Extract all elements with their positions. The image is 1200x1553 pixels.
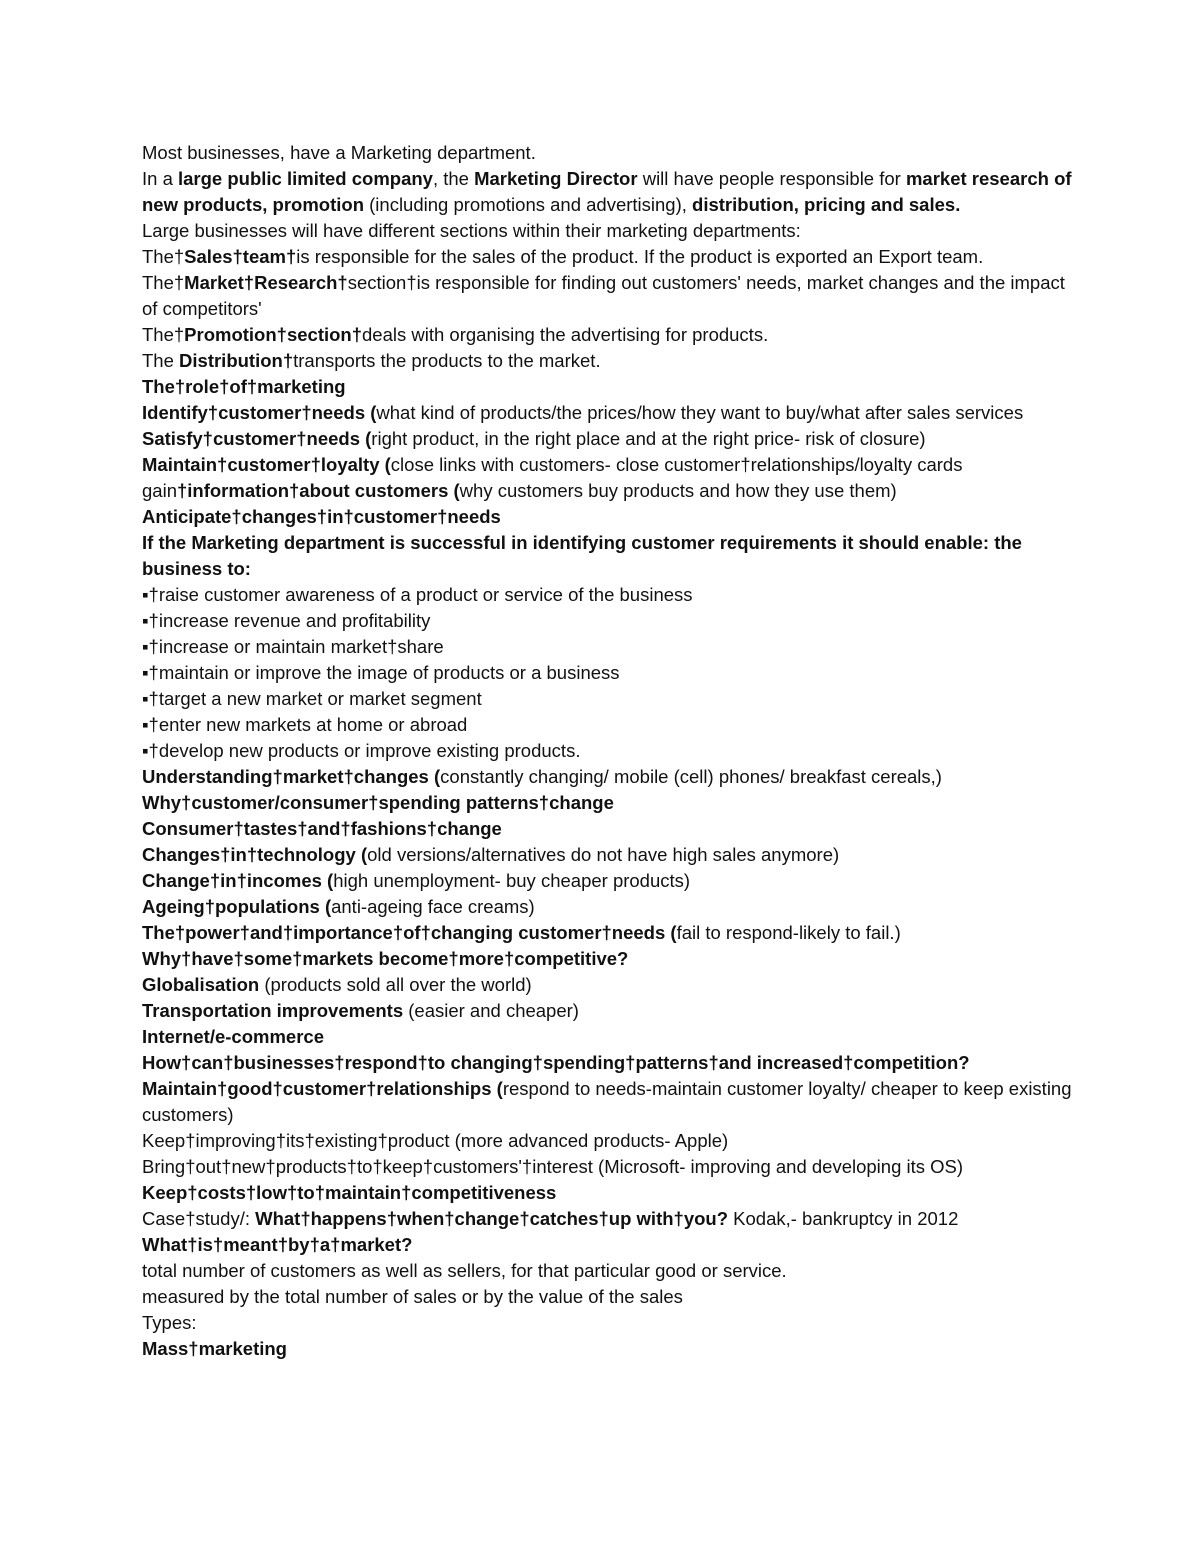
sections-intro-line: Large businesses will have different sections within their marketing departments: xyxy=(142,220,801,241)
technology-changes-line: Changes†in†technology (old versions/alternatives do not have high sales anymore) xyxy=(142,844,840,865)
ageing-populations-line: Ageing†populations (anti-ageing face creams) xyxy=(142,896,535,917)
anticipate-changes-heading: Anticipate†changes†in†customer†needs xyxy=(142,506,501,527)
promotion-section-line: The†Promotion†section†deals with organising the advertising for products. xyxy=(142,324,769,345)
document-body xyxy=(142,140,1072,1362)
role-of-marketing-heading: The†role†of†marketing xyxy=(142,376,346,397)
globalisation-line: Globalisation (products sold all over the world) xyxy=(142,974,532,995)
list-item: ▪†target a new market or market segment xyxy=(142,688,482,709)
satisfy-needs-line: Satisfy†customer†needs (right product, in the right place and at the right price- risk of closure) xyxy=(142,428,926,449)
keep-improving-line: Keep†improving†its†existing†product (more advanced products- Apple) xyxy=(142,1130,729,1151)
case-study-line: Case†study/: What†happens†when†change†catches†up with†you? Kodak,- bankruptcy in 2012 xyxy=(142,1208,959,1229)
what-is-market-heading: What†is†meant†by†a†market? xyxy=(142,1234,413,1255)
list-item: ▪†increase revenue and profitability xyxy=(142,610,431,631)
internet-ecommerce-heading: Internet/e-commerce xyxy=(142,1026,324,1047)
how-respond-heading: How†can†businesses†respond†to changing†spending†patterns†and increased†competition? xyxy=(142,1052,970,1073)
keep-costs-low-heading: Keep†costs†low†to†maintain†competitiveness xyxy=(142,1182,557,1203)
sales-team-line: The†Sales†team†is responsible for the sales of the product. If the product is exported an Export team. xyxy=(142,246,984,267)
intro-line: Most businesses, have a Marketing department. xyxy=(142,142,536,163)
income-changes-line: Change†in†incomes (high unemployment- buy cheaper products) xyxy=(142,870,691,891)
changing-needs-importance-line: The†power†and†importance†of†changing customer†needs (fail to respond-likely to fail.) xyxy=(142,922,901,943)
gain-information-line: gain†information†about customers (why customers buy products and how they use them) xyxy=(142,480,897,501)
list-item: ▪†raise customer awareness of a product or service of the business xyxy=(142,584,693,605)
transportation-line: Transportation improvements (easier and cheaper) xyxy=(142,1000,579,1021)
marketing-director-paragraph: In a large public limited company, the Marketing Director will have people responsible for market research of new products, promotion (including promotions and advertising), distribution, pricing and sales. xyxy=(142,168,1072,215)
list-item: ▪†increase or maintain market†share xyxy=(142,636,444,657)
distribution-line: The Distribution†transports the products to the market. xyxy=(142,350,601,371)
types-label: Types: xyxy=(142,1312,197,1333)
maintain-loyalty-line: Maintain†customer†loyalty (close links with customers- close customer†relationships/loyalty cards xyxy=(142,454,963,475)
understanding-market-changes-line: Understanding†market†changes (constantly changing/ mobile (cell) phones/ breakfast cereals,) xyxy=(142,766,942,787)
success-enable-heading: If the Marketing department is successful in identifying customer requirements it should enable: the business to: xyxy=(142,532,1022,579)
market-definition-line: total number of customers as well as sellers, for that particular good or service. xyxy=(142,1260,787,1281)
identify-needs-line: Identify†customer†needs (what kind of products/the prices/how they want to buy/what after sales services xyxy=(142,402,1024,423)
market-research-line: The†Market†Research†section†is responsible for finding out customers' needs, market changes and the impact of competitors' xyxy=(142,272,1065,319)
spending-patterns-heading: Why†customer/consumer†spending patterns†change xyxy=(142,792,614,813)
list-item: ▪†maintain or improve the image of products or a business xyxy=(142,662,620,683)
customer-relationships-line: Maintain†good†customer†relationships (respond to needs-maintain customer loyalty/ cheaper to keep existing customers) xyxy=(142,1078,1072,1125)
mass-marketing-heading: Mass†marketing xyxy=(142,1338,287,1359)
new-products-line: Bring†out†new†products†to†keep†customers'†interest (Microsoft- improving and developing its OS) xyxy=(142,1156,964,1177)
competitive-markets-heading: Why†have†some†markets become†more†competitive? xyxy=(142,948,629,969)
tastes-fashions-heading: Consumer†tastes†and†fashions†change xyxy=(142,818,502,839)
market-measure-line: measured by the total number of sales or by the value of the sales xyxy=(142,1286,683,1307)
list-item: ▪†enter new markets at home or abroad xyxy=(142,714,468,735)
list-item: ▪†develop new products or improve existing products. xyxy=(142,740,581,761)
